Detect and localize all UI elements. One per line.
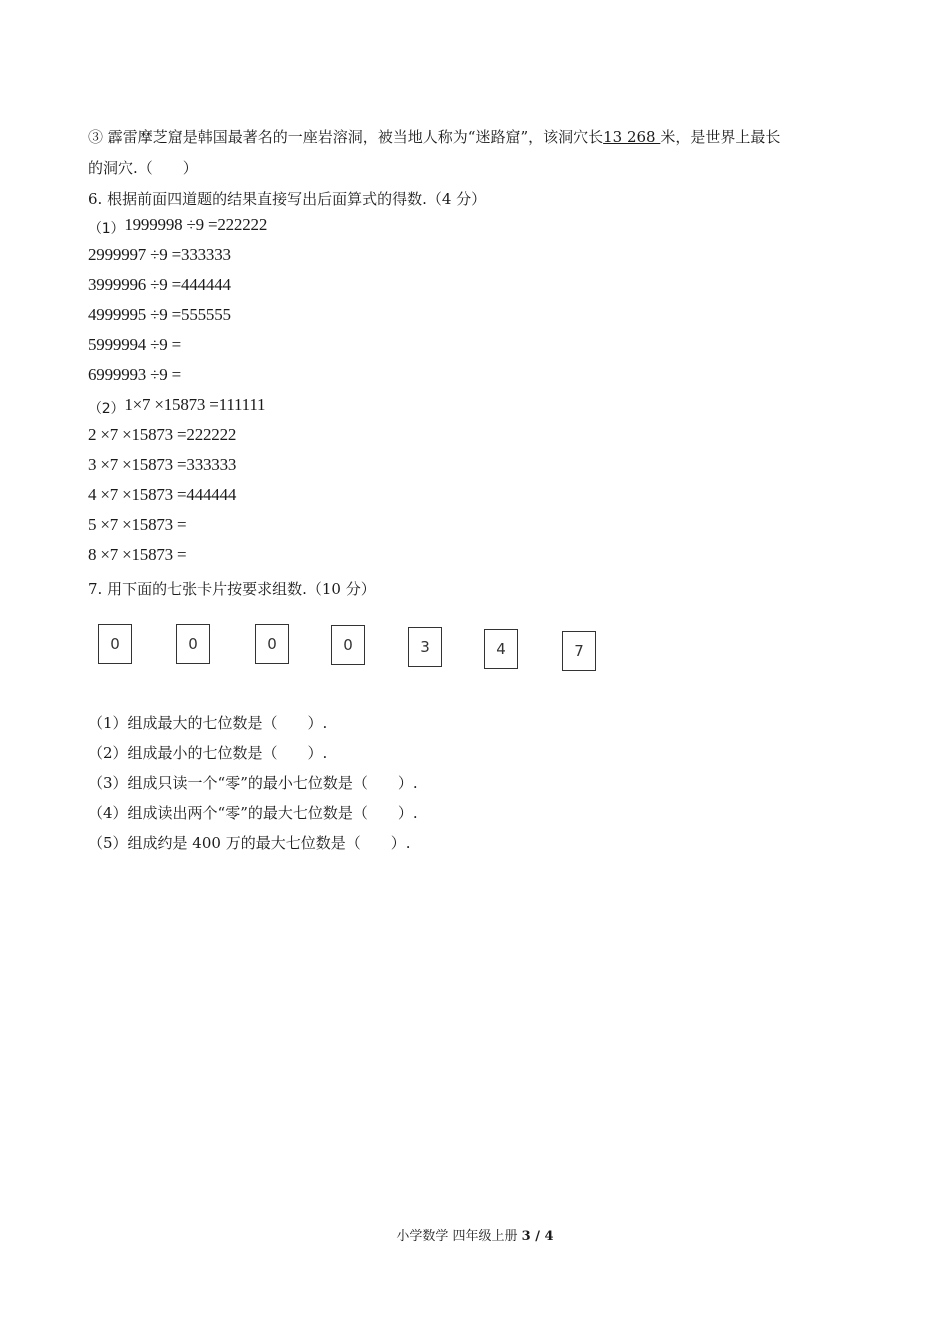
equation-answer-blank: 5 ×7 ×15873 = [88,515,187,534]
q7-title: 7. 用下面的七张卡片按要求组数.（10 分） [88,580,376,598]
equation: 2 ×7 ×15873 =222222 [88,425,237,444]
q7-sub-question-4: （4）组成读出两个“零”的最大七位数是（ ）. [88,804,418,822]
q6-part2-label: （2） [88,401,125,417]
digit-card: 7 [562,631,596,671]
page-footer [0,1228,950,1246]
equation: 1×7 ×15873 =111111 [124,395,266,414]
q6-title: 6. 根据前面四道题的结果直接写出后面算式的得数.（4 分） [88,190,487,208]
q6-part1-row-1 [88,215,267,239]
item3-line1 [88,127,780,147]
digit-card: 0 [331,625,365,665]
q7-sub-question-5: （5）组成约是 400 万的最大七位数是（ ）. [88,834,411,852]
item3-text-prefix: ③ 霹雷摩芝窟是韩国最著名的一座岩溶洞，被当地人称为“迷路窟”，该洞穴长 [88,128,604,146]
q6-part1-label: （1） [88,221,125,237]
item3-line2: 的洞穴.（ ） [88,159,198,177]
page-separator: / [530,1229,545,1244]
equation-answer-blank: 5999994 ÷9 = [88,335,182,354]
q7-sub-question-1: （1）组成最大的七位数是（ ）. [88,714,328,732]
digit-card: 0 [255,624,289,664]
cave-length-value: 13 268 [603,128,661,146]
page-number: 3 [521,1229,531,1244]
equation: 4999995 ÷9 =555555 [88,305,231,324]
footer-subject: 小学数学 四年级上册 [396,1229,522,1244]
equation: 2999997 ÷9 =333333 [88,245,231,264]
digit-card: 0 [176,624,210,664]
digit-card: 0 [98,624,132,664]
q7-sub-question-2: （2）组成最小的七位数是（ ）. [88,744,328,762]
equation-answer-blank: 6999993 ÷9 = [88,365,182,384]
equation: 3999996 ÷9 =444444 [88,275,231,294]
equation-answer-blank: 8 ×7 ×15873 = [88,545,187,564]
equation: 3 ×7 ×15873 =333333 [88,455,237,474]
item3-text-suffix: 米，是世界上最长 [660,128,781,146]
q7-sub-question-3: （3）组成只读一个“零”的最小七位数是（ ）. [88,774,418,792]
page-total: 4 [544,1229,554,1244]
digit-card: 3 [408,627,442,667]
digit-card: 4 [484,629,518,669]
equation: 4 ×7 ×15873 =444444 [88,485,237,504]
q6-part2-row-1 [88,395,265,419]
equation: 1999998 ÷9 =222222 [124,215,268,234]
